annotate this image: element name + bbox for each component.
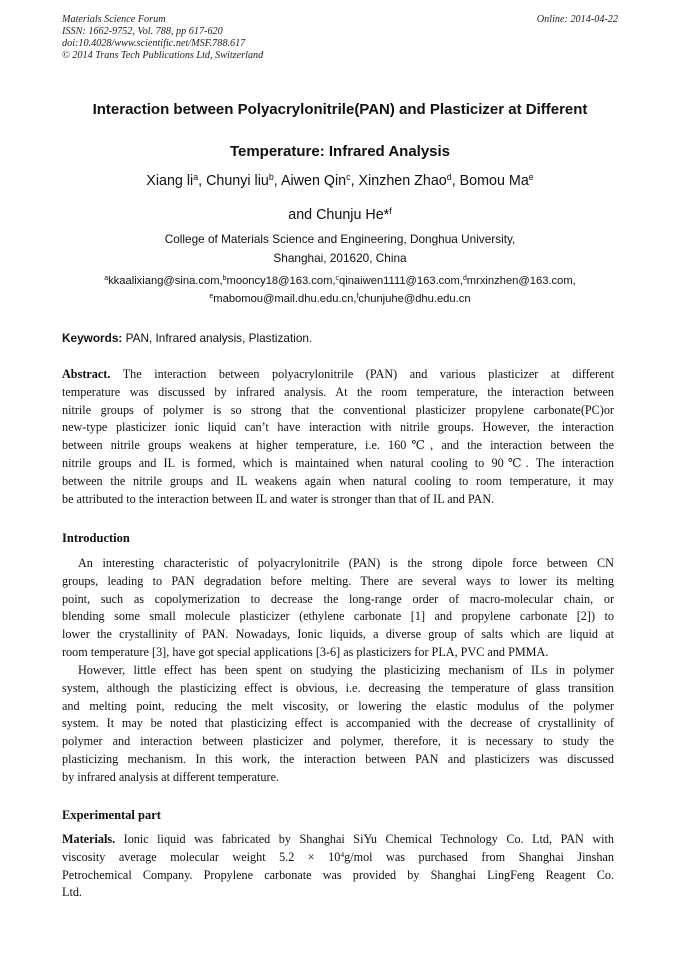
experimental-heading: Experimental part [62,808,161,822]
email-address[interactable]: qinaiwen1111@163.com, [339,275,463,287]
affiliation [62,230,618,268]
journal-doi: doi:10.4028/www.scientific.net/MSF.788.617 [62,38,246,49]
email-sup: c [335,275,339,283]
materials-line [62,831,614,849]
author-sup: b [268,172,274,183]
author-line-1 [62,164,618,198]
introduction-paragraph-2 [62,662,614,787]
email-sup: d [462,275,467,283]
affiliation-line-1: College of Materials Science and Engineering, Donghua University, [164,232,516,246]
keywords-text: PAN, Infrared analysis, Plastization. [125,331,313,345]
email-address[interactable]: mabomou@mail.dhu.edu.cn, [213,293,357,305]
author-sep: , [273,173,281,189]
mw-text-post: g/mol was purchased from Shanghai Jinshan [344,849,614,864]
journal-issn: ISSN: 1662-9752, Vol. 788, pp 617-620 [62,26,223,37]
author-sup: d [446,172,452,183]
materials-text: Ionic liquid was fabricated by Shanghai SiYu Chemical Technology Co. Ltd, PAN with [115,832,614,846]
materials-line: Ltd. [62,885,82,900]
intro-line: system, although the plasticizing effect is obvious, i.e. decreasing the temperature of glass transition [62,680,614,695]
intro-line: system. It may be noted that plasticizing effect is accompanied with the decrease of crystallinity of [62,716,614,731]
intro-line: polymer and interaction between plasticizer and polymer, therefore, it is necessary to study the [62,734,614,749]
author-list [62,164,618,232]
author-sep: , [198,173,207,189]
author-sup: f [389,206,392,217]
email-line-1 [62,272,618,290]
abstract-line: new-type plasticizer ionic liquid can’t have interaction with nitrile groups. However, the interaction [62,420,614,435]
email-sup: a [104,275,109,283]
journal-header [62,14,618,62]
author-name: Xinzhen Zhao [358,173,447,189]
title-line-2: Temperature: Infrared Analysis [229,143,451,160]
email-address[interactable]: mooncy18@163.com, [226,275,336,287]
online-date: Online: 2014-04-22 [536,14,618,25]
email-line-2 [62,290,618,308]
abstract-line: be attributed to the interaction between IL and water is stronger than that of IL and PAN. [62,491,495,506]
intro-line: blending some small molecule plasticizer (ethylene carbonate [1] and propylene carbonate [2]) to [62,609,614,624]
journal-name: Materials Science Forum [62,14,166,25]
mw-exponent: 4 [340,849,345,859]
introduction-heading: Introduction [62,531,130,545]
mw-text: viscosity average molecular weight 5.2 × 10 [62,849,341,864]
intro-line: However, little effect has been spent on studying the plasticizing mechanism of ILs in polymer [78,663,614,677]
abstract-line: nitrile groups and IL is formed, which is maintained when natural cooling to 90℃. The interaction [62,455,614,470]
abstract-line [62,366,614,384]
author-name: and Chunju He* [288,207,390,223]
materials-line [62,849,614,867]
author-line-2 [62,198,618,232]
title-line-1: Interaction between Polyacrylonitrile(PAN) and Plasticizer at Different [92,101,588,118]
email-sup: f [356,293,359,301]
author-sup: e [528,172,534,183]
keywords-label: Keywords: [62,331,123,345]
abstract-text: The interaction between polyacrylonitrile (PAN) and various plasticizer at different [110,367,614,381]
author-sup: c [346,172,351,183]
author-name: Chunyi liu [206,173,269,189]
intro-line: groups, leading to PAN degradation before melting. There are several ways to lower its melting [62,573,614,588]
affiliation-line-2: Shanghai, 201620, China [273,251,407,265]
author-name: Xiang li [146,173,194,189]
author-sep: , [350,173,359,189]
author-name: Bomou Ma [459,173,529,189]
journal-copyright: © 2014 Trans Tech Publications Ltd, Switzerland [62,50,264,61]
intro-line: plasticizing mechanism. In this work, the interaction between PAN and plasticizers was discussed [62,751,614,766]
email-sup: b [222,275,227,283]
author-name: Aiwen Qin [280,173,347,189]
intro-line: An interesting characteristic of polyacrylonitrile (PAN) is the strong dipole force between CN [78,556,614,570]
materials-line: Petrochemical Company. Propylene carbonate was provided by Shanghai LingFeng Reagent Co. [62,867,614,882]
abstract-line: nitrile groups of polymer is so strong that the conventional plasticizer propylene carbonate(PC)or [62,402,614,417]
intro-line: point, such as copolymerization to decrease the long-range order of macro-molecular chain, or [62,591,614,606]
paper-title [62,89,618,173]
email-sup: e [209,293,214,301]
intro-line: room temperature [3], have got special applications [3-6] as plasticizers for PLA, PVC and PMMA. [62,644,549,659]
materials-paragraph [62,831,614,902]
abstract-line: temperature was discussed by infrared analysis. At the room temperature, the interaction between [62,384,614,399]
author-sep: , [451,173,460,189]
intro-line: by infrared analysis at different temperature. [62,769,280,784]
author-sup: a [193,172,199,183]
author-emails [62,272,618,308]
intro-line: lower the crystallinity of PAN. Nowadays, Ionic liquids, a diverse group of salts which are liquid at [62,627,614,642]
intro-line: and melting point, reducing the melt viscosity, or lowering the elastic modulus of the polymer [62,698,614,713]
introduction-paragraph-1 [62,555,614,662]
materials-label: Materials. [62,832,116,846]
email-address[interactable]: mrxinzhen@163.com, [466,275,576,287]
abstract-line: between the nitrile groups and IL weakens again when natural cooling to room temperature, it may [62,473,614,488]
email-address[interactable]: chunjuhe@dhu.edu.cn [358,293,471,305]
email-address[interactable]: kkaalixiang@sina.com, [108,275,223,287]
keywords [62,329,618,347]
abstract-line: between nitrile groups weakens at higher temperature, i.e. 160℃, and the interaction between the [62,438,614,453]
abstract [62,366,614,508]
abstract-label: Abstract. [62,367,111,381]
